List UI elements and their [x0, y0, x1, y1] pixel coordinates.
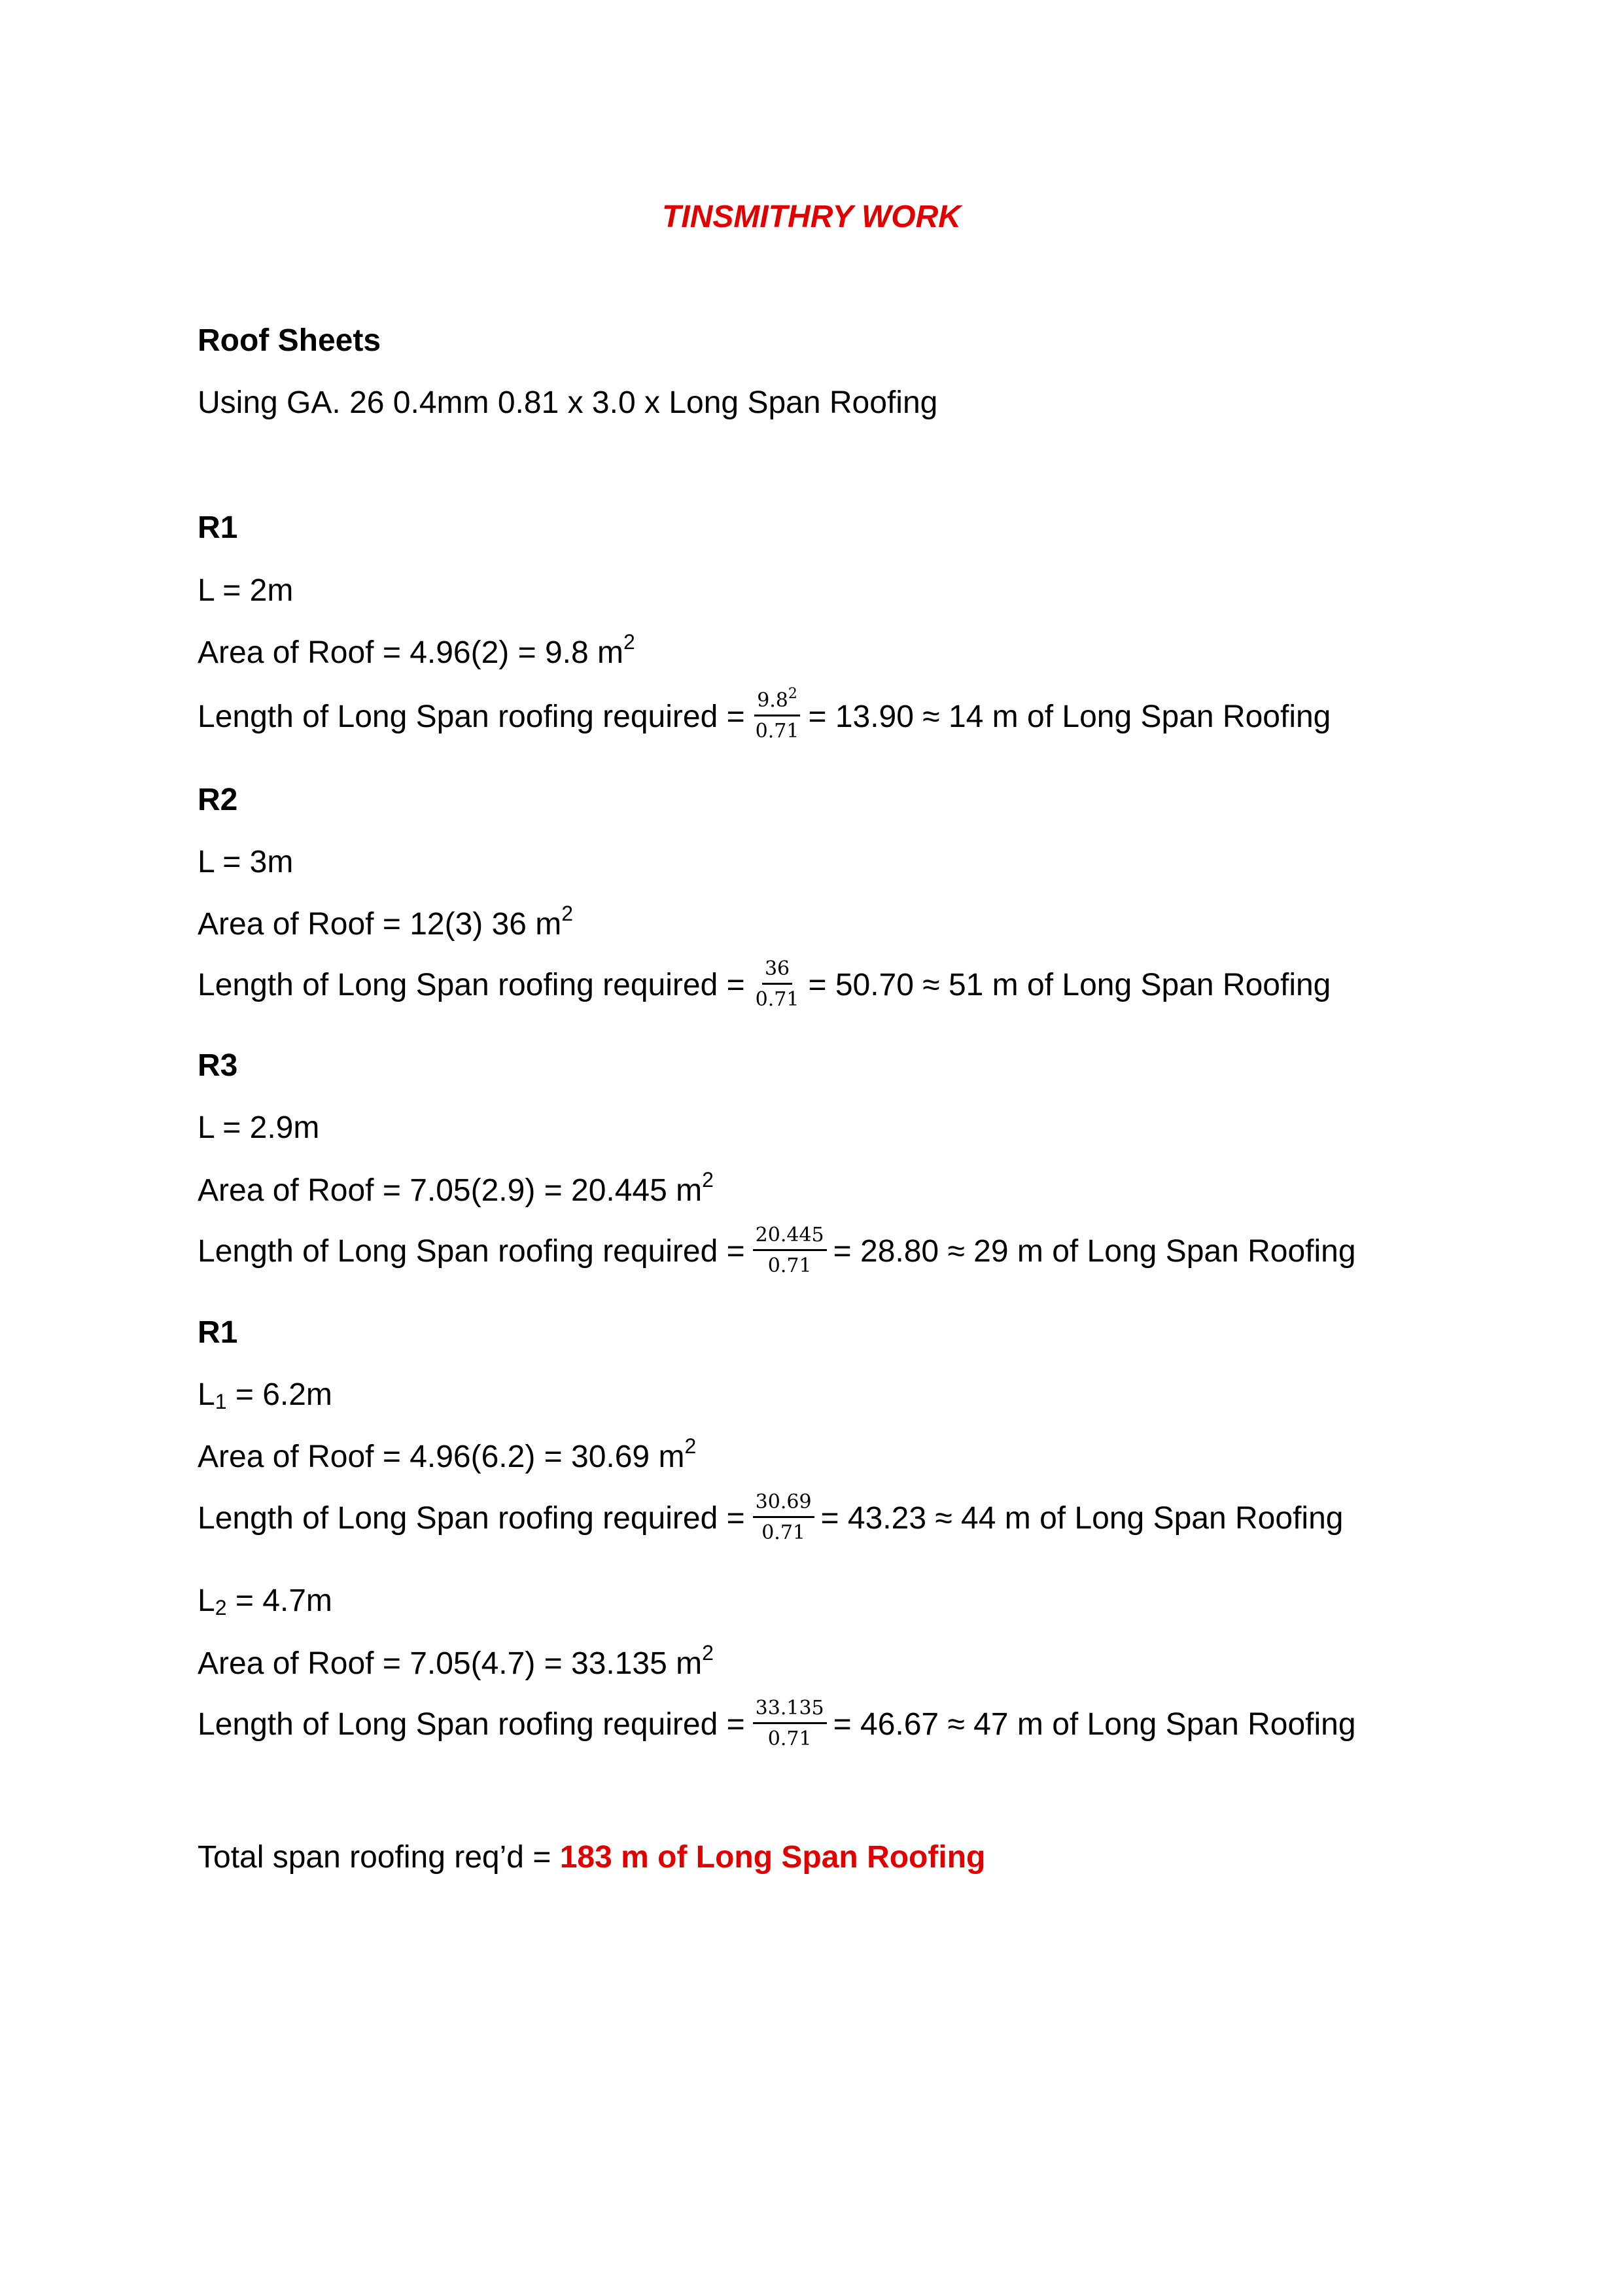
- document-title: TINSMITHRY WORK: [662, 200, 961, 234]
- roof-r2-label: R2: [198, 783, 238, 817]
- roof-r2-length: L = 3m: [198, 845, 294, 879]
- roof-r3-label: R3: [198, 1048, 238, 1083]
- roof-r3-area: Area of Roof = 7.05(2.9) = 20.445 $m^2$: [198, 1168, 714, 1208]
- fraction: $\frac{9.8^2}{0.71}$: [755, 686, 799, 743]
- roof-r1b-area-2: Area of Roof = 7.05(4.7) = 33.135 $m^2$: [198, 1641, 714, 1681]
- fraction: $\frac{30.69}{0.71}$: [753, 1492, 814, 1543]
- roof-r1-area: Area of Roof = 4.96(2) = 9.8 $m^2$: [198, 630, 635, 670]
- roof-r1-label: R1: [198, 510, 238, 545]
- roof-r1-length: L = 2m: [198, 573, 294, 608]
- total-value: 183 m of Long Span Roofing: [559, 1840, 986, 1875]
- roof-r2-required: Length of Long Span roofing required = $\frac{36}{0.71}$ = 50.70 ≈ 51 m of Long Span Roofing: [198, 957, 1331, 1011]
- roof-r1b-length-2: $L_2 = 4.7m$: [198, 1583, 332, 1619]
- roof-r1-required: Length of Long Span roofing required = $\frac{9.8^2}{0.71}$ = 13.90 ≈ 14 m of Long Span Roofing: [198, 686, 1331, 743]
- section-heading: Roof Sheets: [198, 323, 381, 358]
- fraction: $\frac{36}{0.71}$: [755, 957, 799, 1011]
- roof-r3-required: Length of Long Span roofing required = $\frac{20.445}{0.71}$ = 28.80 ≈ 29 m of Long Span Roofing: [198, 1224, 1356, 1277]
- roof-r3-length: L = 2.9m: [198, 1110, 320, 1145]
- fraction: $\frac{20.445}{0.71}$: [753, 1226, 827, 1276]
- roof-r1b-required-1: Length of Long Span roofing required = $\frac{30.69}{0.71}$ = 43.23 ≈ 44 m of Long Span Roofing: [198, 1491, 1344, 1544]
- spec-line: Using GA. 26 0.4mm 0.81 x 3.0 x Long Span Roofing: [198, 385, 938, 420]
- total-line: Total span roofing req’d = 183 m of Long Span Roofing: [198, 1840, 986, 1875]
- roof-r1b-label: R1: [198, 1315, 238, 1350]
- roof-r2-area: Area of Roof = 12(3) 36 $m^2$: [198, 902, 574, 942]
- roof-r1b-length-1: $L_1 = 6.2m$: [198, 1377, 332, 1413]
- fraction: $\frac{33.135}{0.71}$: [753, 1699, 827, 1749]
- roof-r1b-required-2: Length of Long Span roofing required = $\frac{33.135}{0.71}$ = 46.67 ≈ 47 m of Long Span Roofing: [198, 1697, 1356, 1750]
- roof-r1b-area-1: Area of Roof = 4.96(6.2) = 30.69 $m^2$: [198, 1434, 697, 1474]
